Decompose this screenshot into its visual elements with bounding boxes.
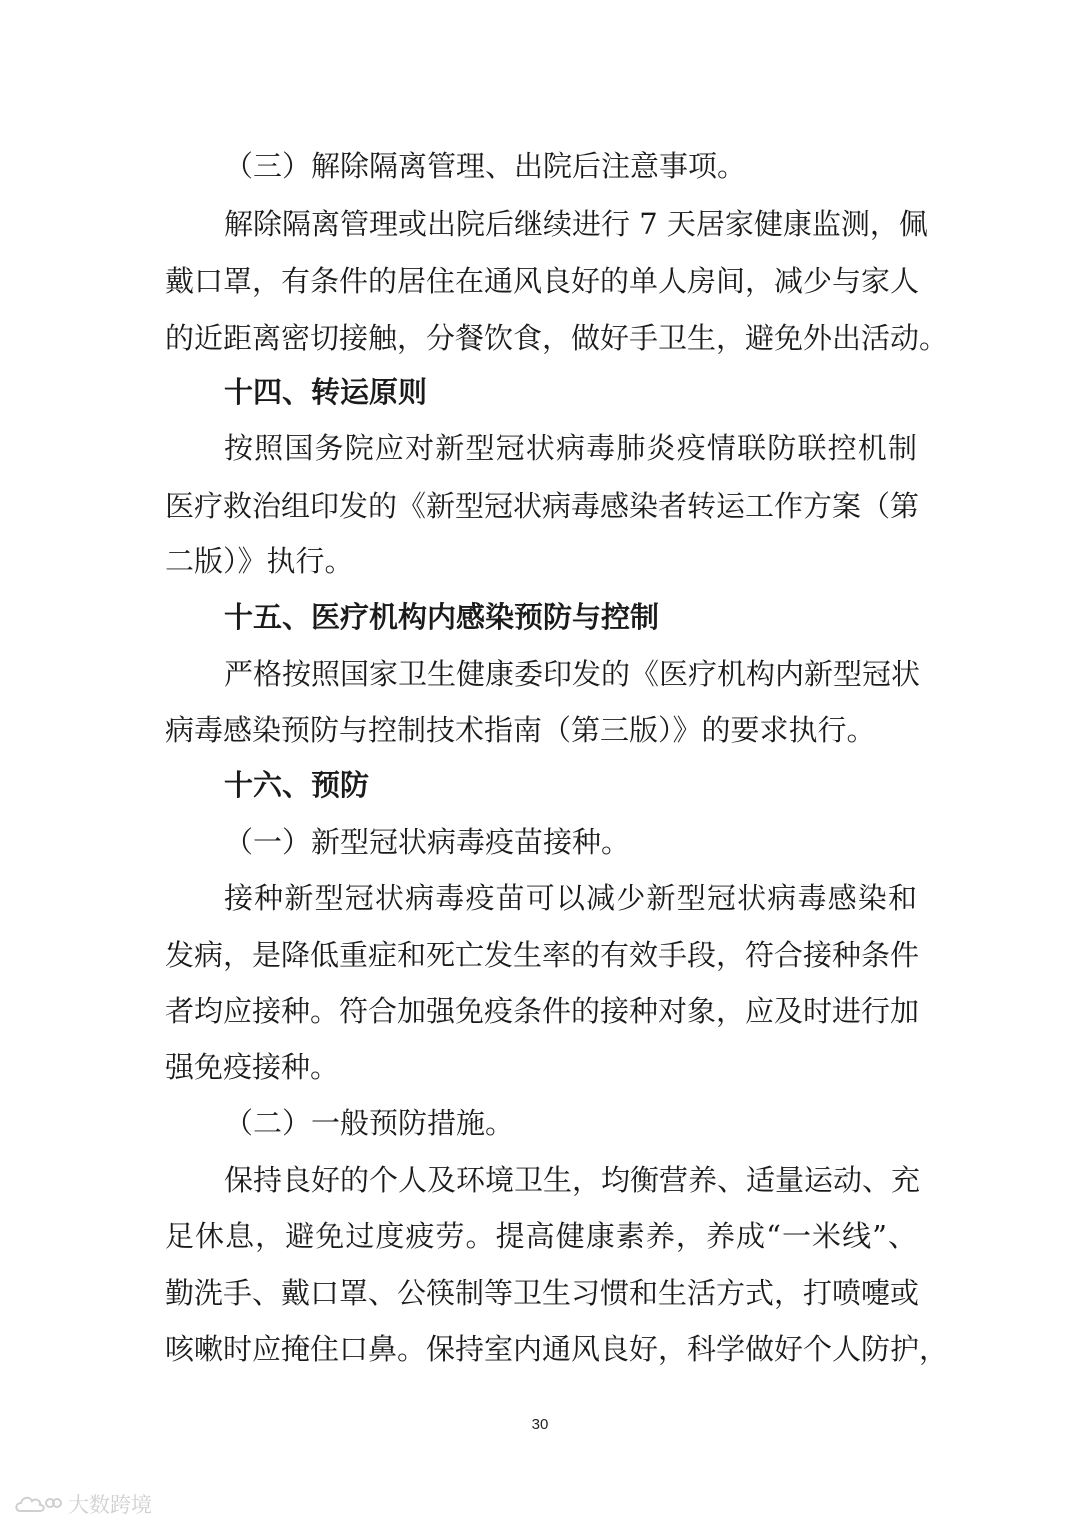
section-heading-16: 十六、预防 <box>224 768 370 802</box>
paragraph-line: 病毒感染预防与控制技术指南（第三版）》的要求执行。 <box>165 713 876 747</box>
section-heading-15: 十五、医疗机构内感染预防与控制 <box>224 600 660 634</box>
paragraph-line: 戴口罩，有条件的居住在通风良好的单人房间，减少与家人 <box>165 264 920 298</box>
paragraph-line: 勤洗手、戴口罩、公筷制等卫生习惯和生活方式，打喷嚏或 <box>165 1276 920 1310</box>
paragraph-line: 保持良好的个人及环境卫生，均衡营养、适量运动、充 <box>224 1163 921 1197</box>
cloud-logo-icon <box>14 1491 62 1517</box>
paragraph-line: 强免疫接种。 <box>165 1050 340 1084</box>
paragraph-line: 者均应接种。符合加强免疫条件的接种对象，应及时进行加 <box>165 994 920 1028</box>
paragraph-line: 医疗救治组印发的《新型冠状病毒感染者转运工作方案（第 <box>165 489 920 523</box>
paragraph-line: 解除隔离管理或出院后继续进行 7 天居家健康监测，佩 <box>224 207 928 241</box>
paragraph-line: 接种新型冠状病毒疫苗可以减少新型冠状病毒感染和 <box>224 881 917 915</box>
paragraph-line: 按照国务院应对新型冠状病毒肺炎疫情联防联控机制 <box>224 431 917 465</box>
subsection-heading-3: （三）解除隔离管理、出院后注意事项。 <box>224 149 747 183</box>
subsection-heading-1: （一）新型冠状病毒疫苗接种。 <box>224 825 631 859</box>
section-heading-14: 十四、转运原则 <box>224 375 428 409</box>
subsection-heading-2: （二）一般预防措施。 <box>224 1106 515 1140</box>
paragraph-line: 发病，是降低重症和死亡发生率的有效手段，符合接种条件 <box>165 938 920 972</box>
paragraph-line: 的近距离密切接触，分餐饮食，做好手卫生，避免外出活动。 <box>165 321 949 355</box>
watermark <box>14 1489 152 1519</box>
page-number: 30 <box>531 1416 549 1433</box>
watermark-text: 大数跨境 <box>68 1493 152 1517</box>
paragraph-line: 二版）》执行。 <box>165 544 354 578</box>
paragraph-line: 咳嗽时应掩住口鼻。保持室内通风良好，科学做好个人防护， <box>165 1332 949 1366</box>
paragraph-line: 足休息，避免过度疲劳。提高健康素养，养成“一米线”、 <box>165 1219 917 1253</box>
paragraph-line: 严格按照国家卫生健康委印发的《医疗机构内新型冠状 <box>224 657 921 691</box>
